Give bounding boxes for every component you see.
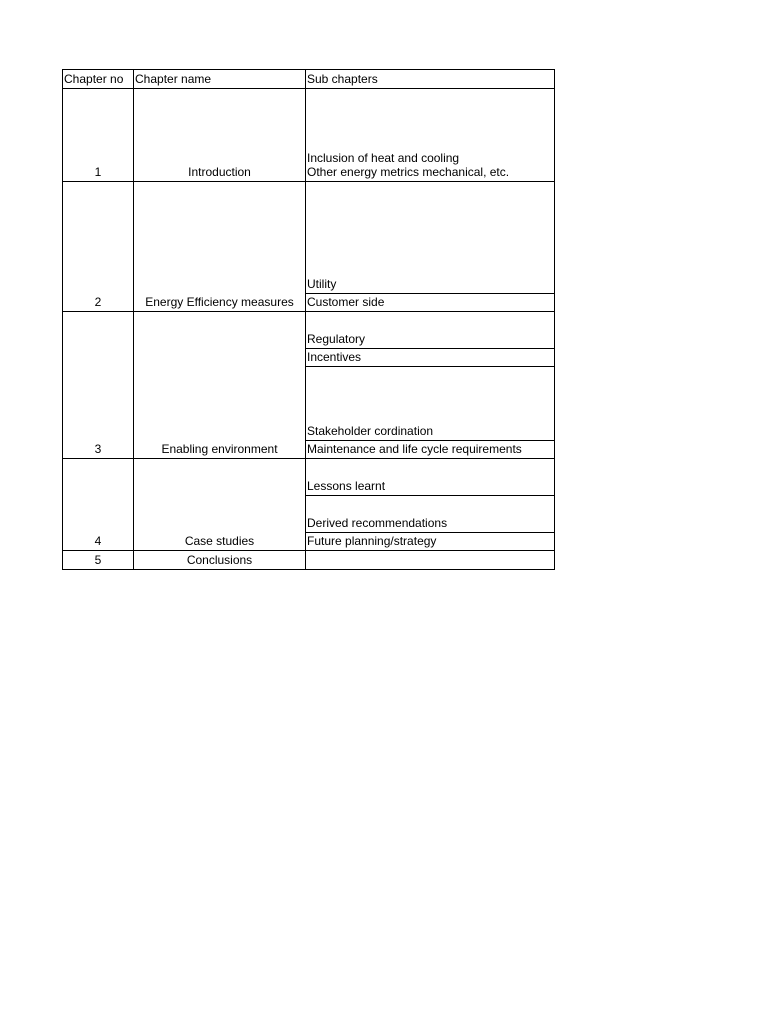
chapter-outline-table xyxy=(62,69,555,570)
sub-chapter: Inclusion of heat and cooling xyxy=(307,151,460,165)
chapter-title: Case studies xyxy=(134,459,306,551)
table-row xyxy=(63,182,555,294)
sub-chapter: Regulatory xyxy=(306,312,555,349)
table-row xyxy=(63,551,555,570)
chapter-number: 4 xyxy=(63,459,134,551)
sub-chapter: Other energy metrics mechanical, etc. xyxy=(307,165,510,179)
table-row xyxy=(63,312,555,349)
chapter-title: Enabling environment xyxy=(134,312,306,459)
table-row xyxy=(63,89,555,182)
sub-chapter: Maintenance and life cycle requirements xyxy=(306,441,555,459)
header-chapter-no: Chapter no xyxy=(63,70,134,89)
header-sub-chapters: Sub chapters xyxy=(306,70,555,89)
sub-chapter-cell xyxy=(306,89,555,182)
sub-chapter: Customer side xyxy=(306,294,555,312)
chapter-title: Conclusions xyxy=(134,551,306,570)
sub-chapter: Lessons learnt xyxy=(306,459,555,496)
chapter-number: 3 xyxy=(63,312,134,459)
chapter-title: Energy Efficiency measures xyxy=(134,182,306,312)
sub-chapter: Derived recommendations xyxy=(306,496,555,533)
sub-chapter: Stakeholder cordination xyxy=(306,367,555,441)
sub-chapter: Incentives xyxy=(306,349,555,367)
header-chapter-name: Chapter name xyxy=(134,70,306,89)
chapter-title: Introduction xyxy=(134,89,306,182)
sub-chapter: Future planning/strategy xyxy=(306,533,555,551)
table-row xyxy=(63,459,555,496)
chapter-number: 1 xyxy=(63,89,134,182)
header-row xyxy=(63,70,555,89)
sub-chapter-empty xyxy=(306,551,555,570)
chapter-number: 2 xyxy=(63,182,134,312)
sub-chapter: Utility xyxy=(306,182,555,294)
chapter-number: 5 xyxy=(63,551,134,570)
